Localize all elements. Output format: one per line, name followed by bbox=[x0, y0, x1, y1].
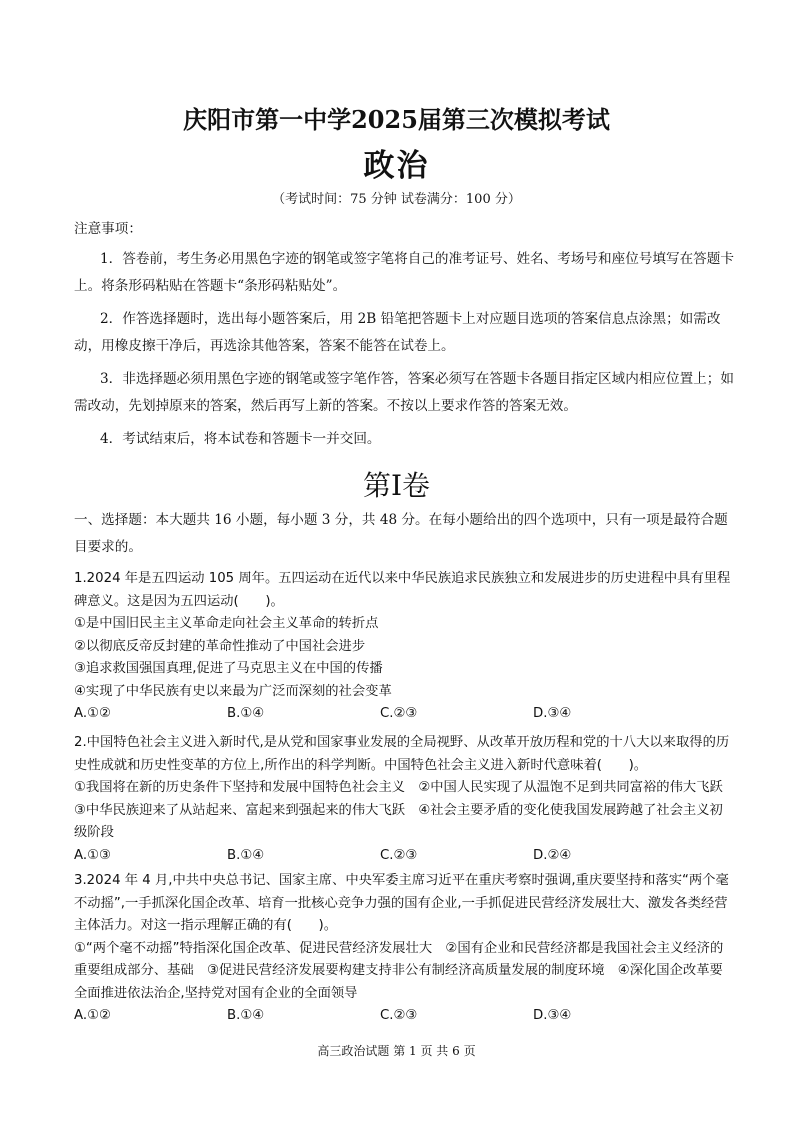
subject-title: 政治 bbox=[363, 148, 430, 184]
notice-item: 2．作答选择题时，选出每小题答案后，用 2B 铅笔把答题卡上对应题目选项的答案信息点涂黑；如需改动，用橡皮擦干净后，再选涂其他答案，答案不能答在试卷上。 bbox=[74, 311, 721, 354]
option-c: C.②③ bbox=[380, 1008, 418, 1023]
question-statement: ①“两个毫不动摇”特指深化国企改革、促进民营经济发展壮大 ②国有企业和民营经济都是我国社会主义经济的重要组成部分、基础 ③促进民营经济发展要构建支持非公有制经济高质量发展的制度环境 ④深化国企改革要全面推进依法治企,坚持党对国有企业的全面领导 bbox=[74, 940, 724, 1001]
question-stem: 3.2024 年 4 月,中共中央总书记、国家主席、中央军委主席习近平在重庆考察时强调,重庆要坚持和落实“两个毫不动摇”,一手抓深化国企改革、培育一批核心竞争力强的国有企业,一手抓促进民营经济发展壮大、激发各类经营主体活力。对这一指示理解正确的有( )。 bbox=[74, 873, 729, 933]
option-c: C.②③ bbox=[380, 847, 418, 863]
question-3 bbox=[74, 870, 734, 1029]
section-intro: 一、选择题：本大题共 16 小题，每小题 3 分，共 48 分。在每小题给出的四个选项中，只有一项是最符合题目要求的。 bbox=[74, 512, 728, 555]
notice-item: 4．考试结束后，将本试卷和答题卡一并交回。 bbox=[100, 431, 381, 447]
question-statement: ①是中国旧民主主义革命走向社会主义革命的转折点 bbox=[74, 616, 379, 631]
question-statement: ①我国将在新的历史条件下坚持和发展中国特色社会主义 ②中国人民实现了从温饱不足到共同富裕的伟大飞跃 ③中华民族迎来了从站起来、富起来到强起来的伟大飞跃 ④社会主要矛盾的变化使我国发展跨越了社会主义初级阶段 bbox=[74, 780, 737, 840]
option-b: B.①④ bbox=[227, 847, 265, 863]
notice-section bbox=[74, 216, 734, 459]
question-stem: 2.中国特色社会主义进入新时代,是从党和国家事业发展的全局视野、从改革开放历程和党的十八大以来取得的历史性成就和历史性变革的方位上,所作出的科学判断。中国特色社会主义进入新时代意味着( )。 bbox=[74, 735, 730, 773]
option-a: A.①③ bbox=[74, 847, 111, 863]
notice-heading: 注意事项： bbox=[74, 221, 142, 237]
option-d: D.③④ bbox=[533, 706, 572, 721]
answer-options bbox=[74, 845, 734, 868]
page-footer: 高三政治试题 第 1 页 共 6 页 bbox=[317, 1044, 476, 1058]
volume-title: 第Ⅰ卷 bbox=[362, 469, 431, 502]
option-b: B.①④ bbox=[227, 706, 265, 721]
option-c: C.②③ bbox=[380, 706, 418, 721]
question-stem: 1.2024 年是五四运动 105 周年。五四运动在近代以来中华民族追求民族独立和发展进步的历史进程中具有里程碑意义。这是因为五四运动( )。 bbox=[74, 571, 731, 609]
question-2 bbox=[74, 732, 737, 868]
question-statement: ④实现了中华民族有史以来最为广泛而深刻的社会变革 bbox=[74, 683, 392, 699]
option-a: A.①② bbox=[74, 706, 111, 721]
answer-options bbox=[74, 703, 734, 726]
option-b: B.①④ bbox=[227, 1008, 265, 1023]
question-1 bbox=[74, 568, 734, 727]
exam-title: 庆阳市第一中学2025届第三次模拟考试 bbox=[183, 105, 610, 134]
answer-options bbox=[74, 1005, 734, 1028]
notice-item: 1．答卷前，考生务必用黑色字迹的钢笔或签字笔将自己的准考证号、姓名、考场号和座位号填写在答题卡上。将条形码粘贴在答题卡“条形码粘贴处”。 bbox=[74, 251, 734, 294]
option-d: D.②④ bbox=[533, 847, 572, 863]
question-statement: ③追求救国强国真理,促进了马克思主义在中国的传播 bbox=[74, 661, 383, 676]
question-statement: ②以彻底反帝反封建的革命性推动了中国社会进步 bbox=[74, 638, 366, 654]
option-a: A.①② bbox=[74, 1008, 111, 1023]
notice-item: 3．非选择题必须用黑色字迹的钢笔或签字笔作答，答案必须写在答题卡各题目指定区域内相应位置上；如需改动，先划掉原来的答案，然后再写上新的答案。不按以上要求作答的答案无效。 bbox=[74, 371, 734, 414]
option-d: D.③④ bbox=[533, 1008, 572, 1023]
exam-info: （考试时间：75 分钟 试卷满分：100 分） bbox=[272, 192, 521, 207]
